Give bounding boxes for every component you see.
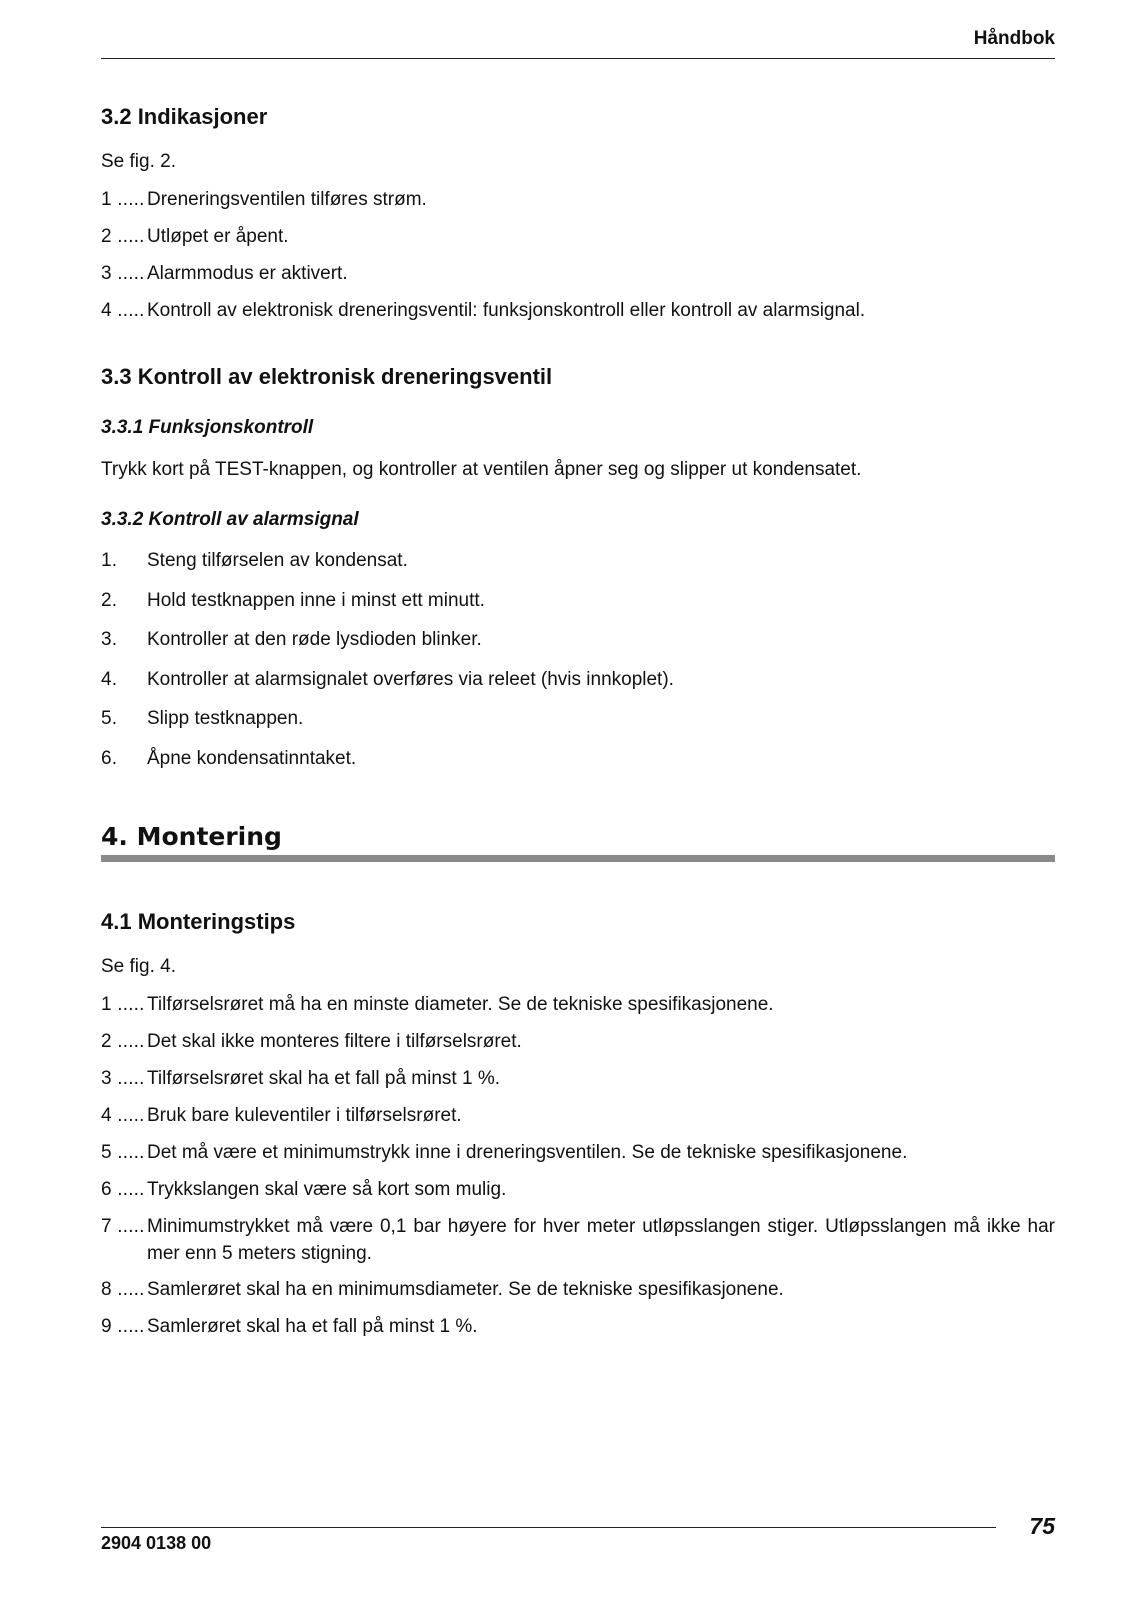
list-item xyxy=(101,223,1055,250)
chapter-heading: 4. Montering xyxy=(101,822,282,851)
step-number: 6. xyxy=(101,748,118,769)
running-header: Håndbok xyxy=(973,28,1055,49)
list-item-number: 8 ..... xyxy=(101,1279,145,1300)
list-item xyxy=(101,1102,1055,1129)
section-3-2-figure-ref: Se fig. 2. xyxy=(101,151,176,172)
step-item xyxy=(101,745,1055,772)
list-item-text: Dreneringsventilen tilføres strøm. xyxy=(147,189,427,210)
section-heading-3-2: 3.2 Indikasjoner xyxy=(101,104,268,129)
list-item xyxy=(101,1176,1055,1203)
list-item-text: Trykkslangen skal være så kort som mulig. xyxy=(147,1179,507,1200)
list-item-text: Kontroll av elektronisk dreneringsventil: funksjonskontroll eller kontroll av alarmsignal. xyxy=(147,300,866,321)
list-item-number: 3 ..... xyxy=(101,263,145,284)
list-item-text: Det skal ikke monteres filtere i tilførselsrøret. xyxy=(147,1031,522,1052)
list-item-number: 6 ..... xyxy=(101,1179,145,1200)
list-item-text: Alarmmodus er aktivert. xyxy=(147,263,348,284)
list-item-text: Minimumstrykket må være 0,1 bar høyere for hver meter utløpsslangen stiger. Utløpsslangen må ikke har mer enn 5 meters stigning. xyxy=(147,1216,1055,1264)
list-item-text: Samlerøret skal ha en minimumsdiameter. Se de tekniske spesifikasjonene. xyxy=(147,1279,784,1300)
list-item xyxy=(101,186,1055,213)
list-item xyxy=(101,1139,1055,1166)
list-item-number: 4 ..... xyxy=(101,1105,145,1126)
footer-rule xyxy=(101,1527,996,1528)
step-item xyxy=(101,666,1055,693)
list-item-number: 2 ..... xyxy=(101,1031,145,1052)
list-item xyxy=(101,991,1055,1018)
step-number: 4. xyxy=(101,669,118,690)
list-item-text: Samlerøret skal ha et fall på minst 1 %. xyxy=(147,1316,478,1337)
step-item xyxy=(101,587,1055,614)
list-item-number: 7 ..... xyxy=(101,1216,145,1237)
subsection-heading-3-3-2: 3.3.2 Kontroll av alarmsignal xyxy=(101,509,359,530)
step-text: Steng tilførselen av kondensat. xyxy=(147,550,408,571)
list-item xyxy=(101,260,1055,287)
section-heading-3-3: 3.3 Kontroll av elektronisk dreneringsventil xyxy=(101,364,553,389)
step-number: 1. xyxy=(101,550,118,571)
section-heading-4-1: 4.1 Monteringstips xyxy=(101,909,296,934)
page-number: 75 xyxy=(1029,1513,1055,1539)
list-item xyxy=(101,1028,1055,1055)
list-item xyxy=(101,297,1055,324)
step-text: Hold testknappen inne i minst ett minutt. xyxy=(147,590,485,611)
list-item-text: Det må være et minimumstrykk inne i dreneringsventilen. Se de tekniske spesifikasjonene. xyxy=(147,1142,908,1163)
list-item-number: 1 ..... xyxy=(101,189,145,210)
step-item xyxy=(101,705,1055,732)
subsection-3-3-1-text: Trykk kort på TEST-knappen, og kontroller at ventilen åpner seg og slipper ut kondensatet. xyxy=(101,459,862,480)
list-item-text: Bruk bare kuleventiler i tilførselsrøret. xyxy=(147,1105,462,1126)
header-rule xyxy=(101,58,1055,59)
list-item-number: 3 ..... xyxy=(101,1068,145,1089)
chapter-rule xyxy=(101,855,1055,862)
document-number: 2904 0138 00 xyxy=(101,1533,212,1553)
step-item xyxy=(101,626,1055,653)
list-item-number: 5 ..... xyxy=(101,1142,145,1163)
step-number: 5. xyxy=(101,708,118,729)
subsection-heading-3-3-1: 3.3.1 Funksjonskontroll xyxy=(101,417,314,438)
step-text: Kontroller at alarmsignalet overføres via releet (hvis innkoplet). xyxy=(147,669,674,690)
list-item xyxy=(101,1065,1055,1092)
list-item xyxy=(101,1313,1055,1340)
list-item xyxy=(101,1276,1055,1303)
section-4-1-figure-ref: Se fig. 4. xyxy=(101,956,176,977)
step-text: Slipp testknappen. xyxy=(147,708,304,729)
step-item xyxy=(101,547,1055,574)
list-item-text: Utløpet er åpent. xyxy=(147,226,289,247)
list-item xyxy=(101,1213,1055,1267)
step-text: Åpne kondensatinntaket. xyxy=(147,748,357,769)
list-item-text: Tilførselsrøret skal ha et fall på minst 1 %. xyxy=(147,1068,501,1089)
list-item-number: 4 ..... xyxy=(101,300,145,321)
step-number: 3. xyxy=(101,629,118,650)
step-number: 2. xyxy=(101,590,118,611)
list-item-number: 9 ..... xyxy=(101,1316,145,1337)
list-item-number: 2 ..... xyxy=(101,226,145,247)
step-text: Kontroller at den røde lysdioden blinker. xyxy=(147,629,482,650)
list-item-number: 1 ..... xyxy=(101,994,145,1015)
list-item-text: Tilførselsrøret må ha en minste diameter. Se de tekniske spesifikasjonene. xyxy=(147,994,774,1015)
